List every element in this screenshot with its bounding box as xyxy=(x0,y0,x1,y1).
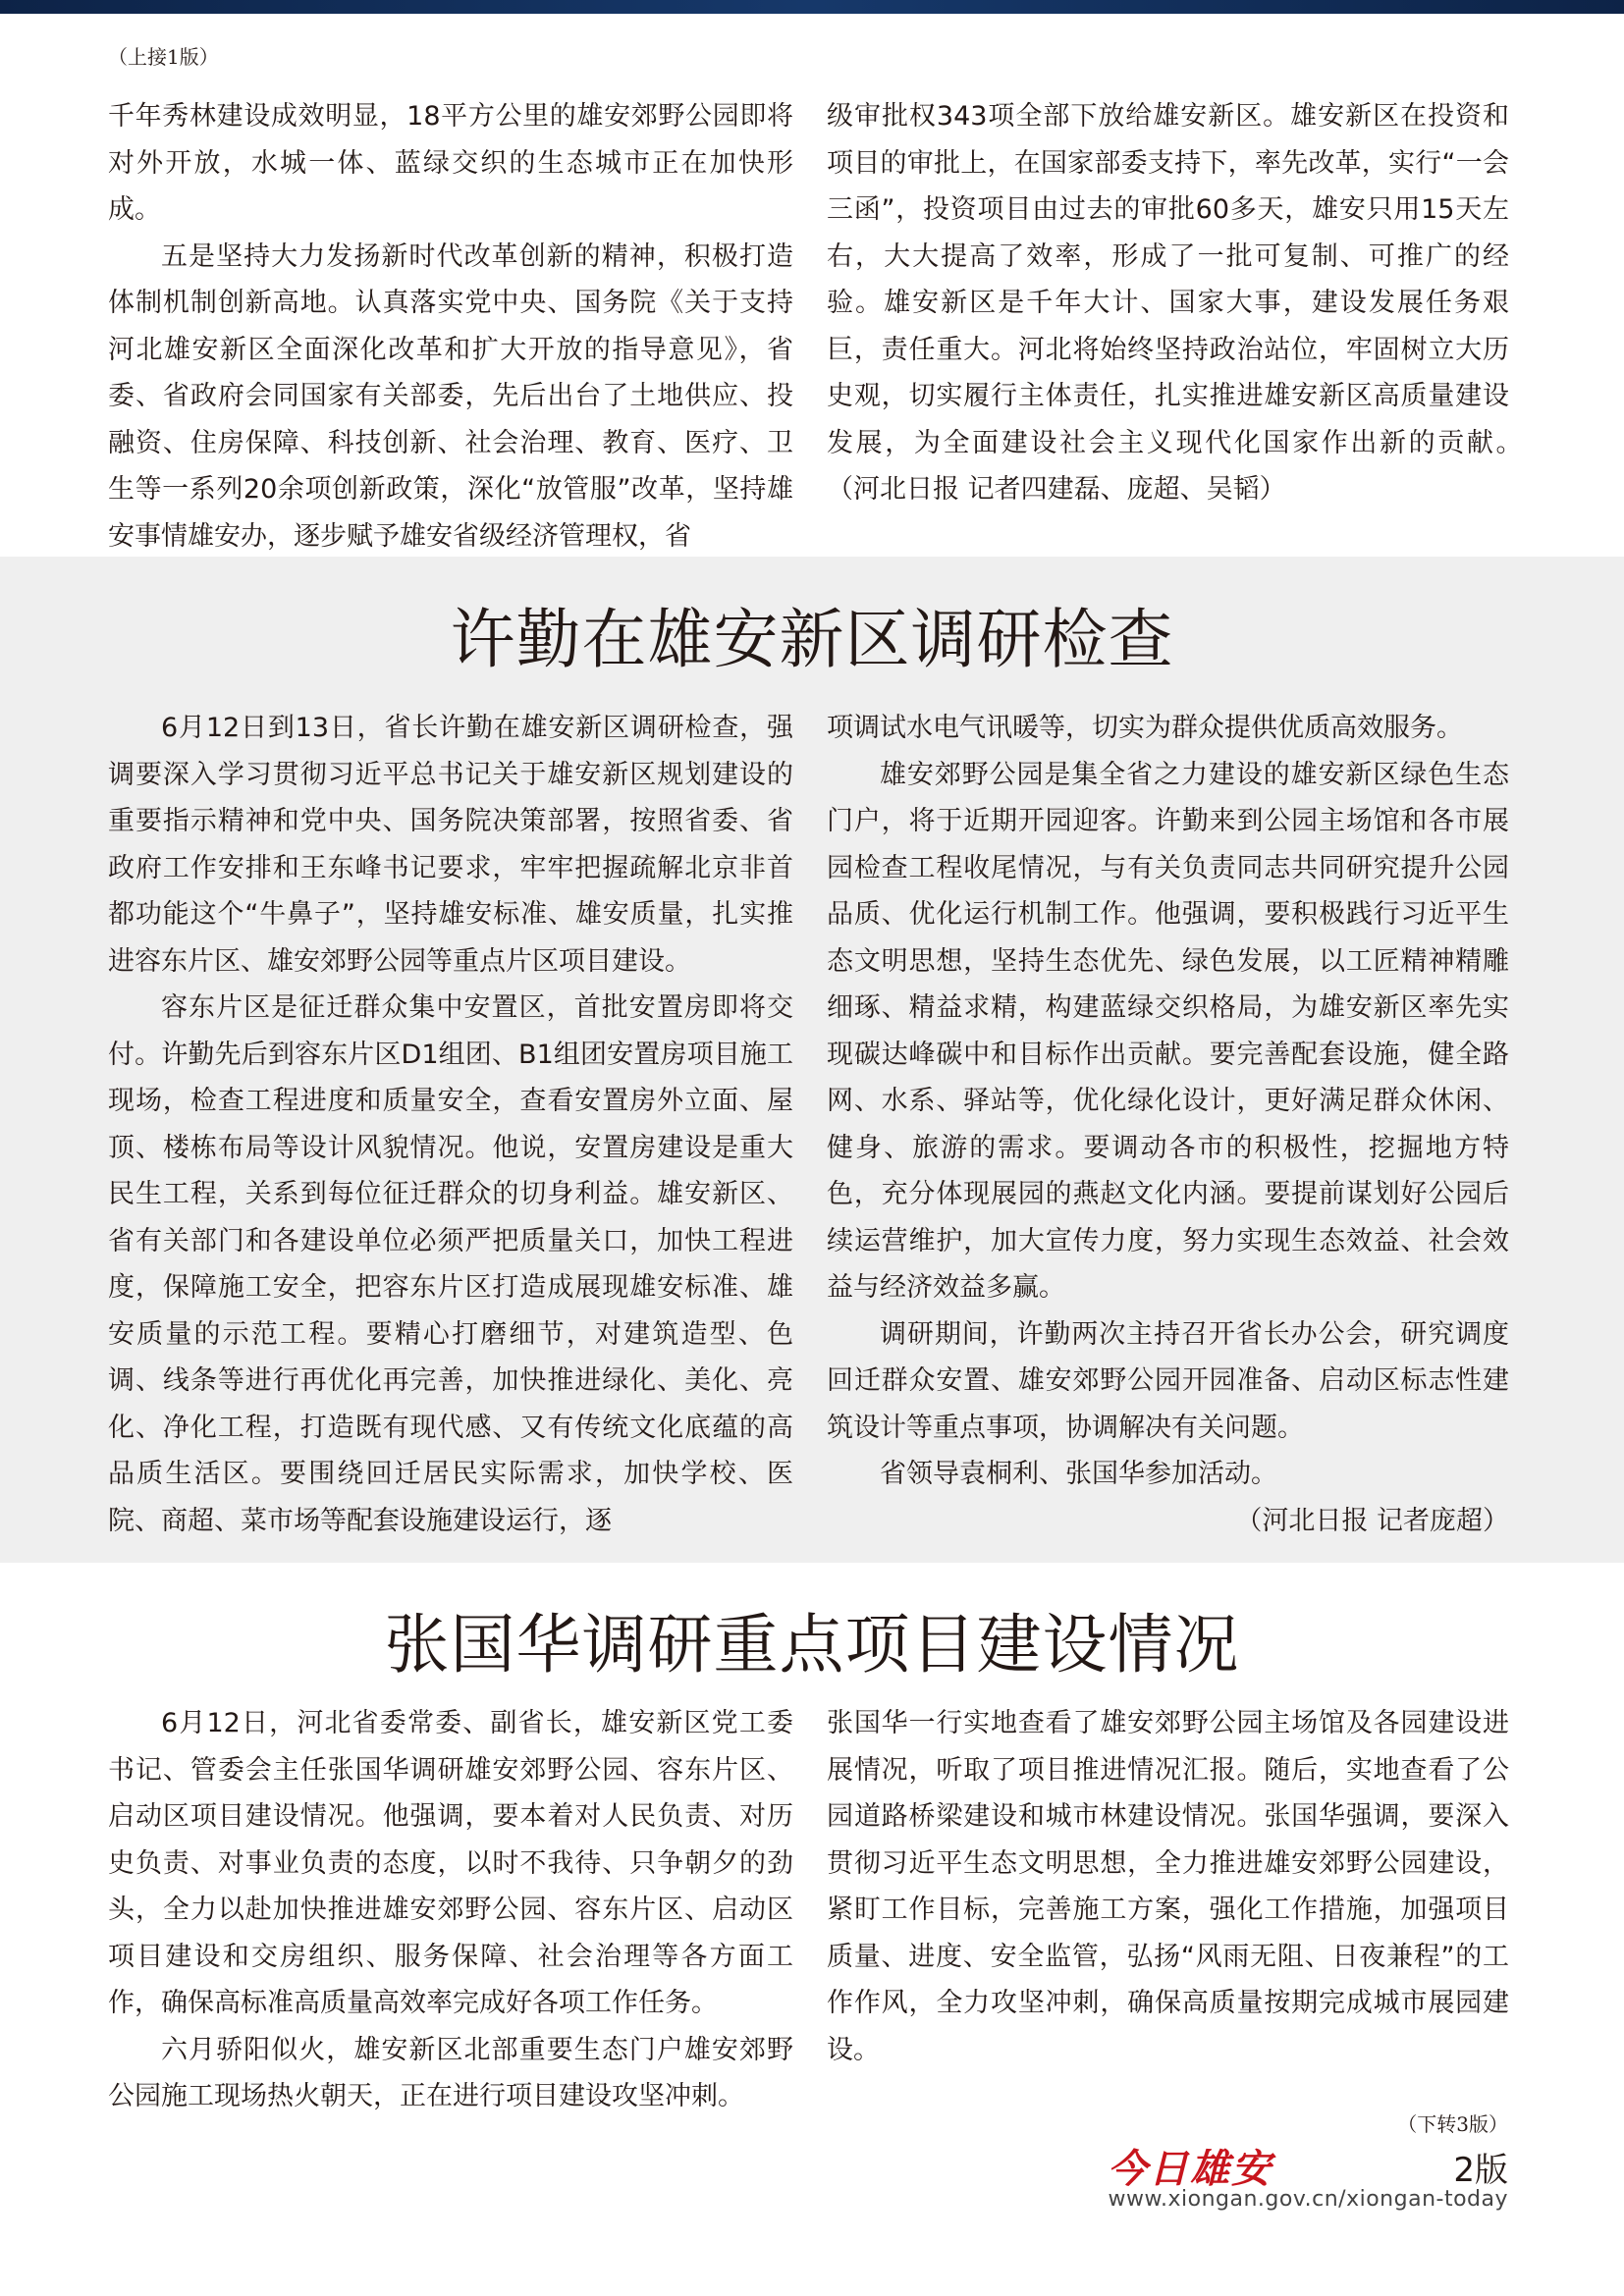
article2-paragraph: 容东片区是征迁群众集中安置区，首批安置房即将交付。许勤先后到容东片区D1组团、B1组团安置房项目施工现场，检查工程进度和质量安全，查看安置房外立面、屋顶、楼栋布局等设计风貌情况。他说，安置房建设是重大民生工程，关系到每位征迁群众的切身利益。雄安新区、省有关部门和各建设单位必须严把质量关口，加快工程进度，保障施工安全，把容东片区打造成展现雄安标准、雄安质量的示范工程。要精心打磨细节，对建筑造型、色调、线条等进行再优化再完善，加快推进绿化、美化、亮化、净化工程，打造既有现代感、又有传统文化底蕴的高品质生活区。要围绕回迁居民实际需求，加快学校、医院、商超、菜市场等配套设施建设运行，逐 xyxy=(108,992,793,1536)
article2-headline: 许勤在雄安新区调研检查 xyxy=(450,602,1174,677)
continued-to-label: （下转3版） xyxy=(1397,2112,1508,2136)
article3-paragraph: 六月骄阳似火，雄安新区北部重要生态门户雄安郊野公园施工现场热火朝天，正在进行项目建设攻坚冲刺。 xyxy=(108,2034,793,2111)
continued-from-label: （上接1版） xyxy=(108,45,219,69)
article3-paragraph: 张国华一行实地查看了雄安郊野公园主场馆及各园建设进展情况，听取了项目推进情况汇报。随后，实地查看了公园道路桥梁建设和城市林建设情况。张国华强调，要深入贯彻习近平生态文明思想，全力推进雄安郊野公园建设，紧盯工作目标，完善施工方案，强化工作措施，加强项目质量、进度、安全监管，弘扬“风雨无阻、日夜兼程”的工作作风，全力攻坚冲刺，确保高质量按期完成城市展园建设。 xyxy=(827,1708,1509,2065)
article3-left-column xyxy=(108,1700,793,2120)
article3-paragraph: 6月12日，河北省委常委、副省长，雄安新区党工委书记、管委会主任张国华调研雄安郊野公园、容东片区、启动区项目建设情况。他强调，要本着对人民负责、对历史负责、对事业负责的态度，以时不我待、只争朝夕的劲头，全力以赴加快推进雄安郊野公园、容东片区、启动区项目建设和交房组织、服务保障、社会治理等各方面工作，确保高标准高质量高效率完成好各项工作任务。 xyxy=(108,1708,793,2018)
top-color-bar xyxy=(0,0,1624,14)
article2-left-column xyxy=(108,705,793,1544)
website-url[interactable]: www.xiongan.gov.cn/xiongan-today xyxy=(1108,2187,1508,2212)
article2-paragraph: 雄安郊野公园是集全省之力建设的雄安新区绿色生态门户，将于近期开园迎客。许勤来到公园主场馆和各市展园检查工程收尾情况，与有关负责同志共同研究提升公园品质、优化运行机制工作。他强调，要积极践行习近平生态文明思想，坚持生态优先、绿色发展，以工匠精神精雕细琢、精益求精，构建蓝绿交织格局，为雄安新区率先实现碳达峰碳中和目标作出贡献。要完善配套设施，健全路网、水系、驿站等，优化绿化设计，更好满足群众休闲、健身、旅游的需求。要调动各市的积极性，挖掘地方特色，充分体现展园的燕赵文化内涵。要提前谋划好公园后续运营维护，加大宣传力度，努力实现生态效益、社会效益与经济效益多赢。 xyxy=(827,759,1509,1303)
article2-source: （河北日报 记者庞超） xyxy=(1235,1505,1509,1536)
article1-paragraph: 级审批权343项全部下放给雄安新区。雄安新区在投资和项目的审批上，在国家部委支持下，率先改革，实行“一会三函”，投资项目由过去的审批60多天，雄安只用15天左右，大大提高了效率，形成了一批可复制、可推广的经验。雄安新区是千年大计、国家大事，建设发展任务艰巨，责任重大。河北将始终坚持政治站位，牢固树立大历史观，切实履行主体责任，扎实推进雄安新区高质量建设发展，为全面建设社会主义现代化国家作出新的贡献。 （河北日报 记者四建磊、庞超、吴韬） xyxy=(827,101,1562,505)
article3-headline: 张国华调研重点项目建设情况 xyxy=(384,1607,1240,1682)
newspaper-logo: 今日雄安 xyxy=(1108,2146,1272,2192)
page-number: 2版 xyxy=(1453,2151,1508,2190)
article2-paragraph: 项调试水电气讯暖等，切实为群众提供优质高效服务。 xyxy=(827,713,1463,743)
article2-right-column xyxy=(827,705,1509,1544)
article2-paragraph: 省领导袁桐利、张国华参加活动。 xyxy=(880,1459,1277,1489)
article1-paragraph: 千年秀林建设成效明显，18平方公里的雄安郊野公园即将对外开放，水城一体、蓝绿交织的生态城市正在加快形成。 xyxy=(108,101,793,225)
article3-right-column xyxy=(827,1700,1509,2073)
article1-left-column xyxy=(108,93,793,560)
article1-paragraph: 五是坚持大力发扬新时代改革创新的精神，积极打造体制机制创新高地。认真落实党中央、国务院《关于支持河北雄安新区全面深化改革和扩大开放的指导意见》，省委、省政府会同国家有关部委，先后出台了土地供应、投融资、住房保障、科技创新、社会治理、教育、医疗、卫生等一系列20余项创新政策，深化“放管服”改革，坚持雄安事情雄安办，逐步赋予雄安省级经济管理权，省 xyxy=(108,240,793,552)
article1-right-column xyxy=(827,93,1562,513)
article2-paragraph: 6月12日到13日，省长许勤在雄安新区调研检查，强调要深入学习贯彻习近平总书记关于雄安新区规划建设的重要指示精神和党中央、国务院决策部署，按照省委、省政府工作安排和王东峰书记要求，牢牢把握疏解北京非首都功能这个“牛鼻子”，坚持雄安标准、雄安质量，扎实推进容东片区、雄安郊野公园等重点片区项目建设。 xyxy=(108,713,793,977)
article2-paragraph: 调研期间，许勤两次主持召开省长办公会，研究调度回迁群众安置、雄安郊野公园开园准备、启动区标志性建筑设计等重点事项，协调解决有关问题。 xyxy=(827,1318,1509,1443)
